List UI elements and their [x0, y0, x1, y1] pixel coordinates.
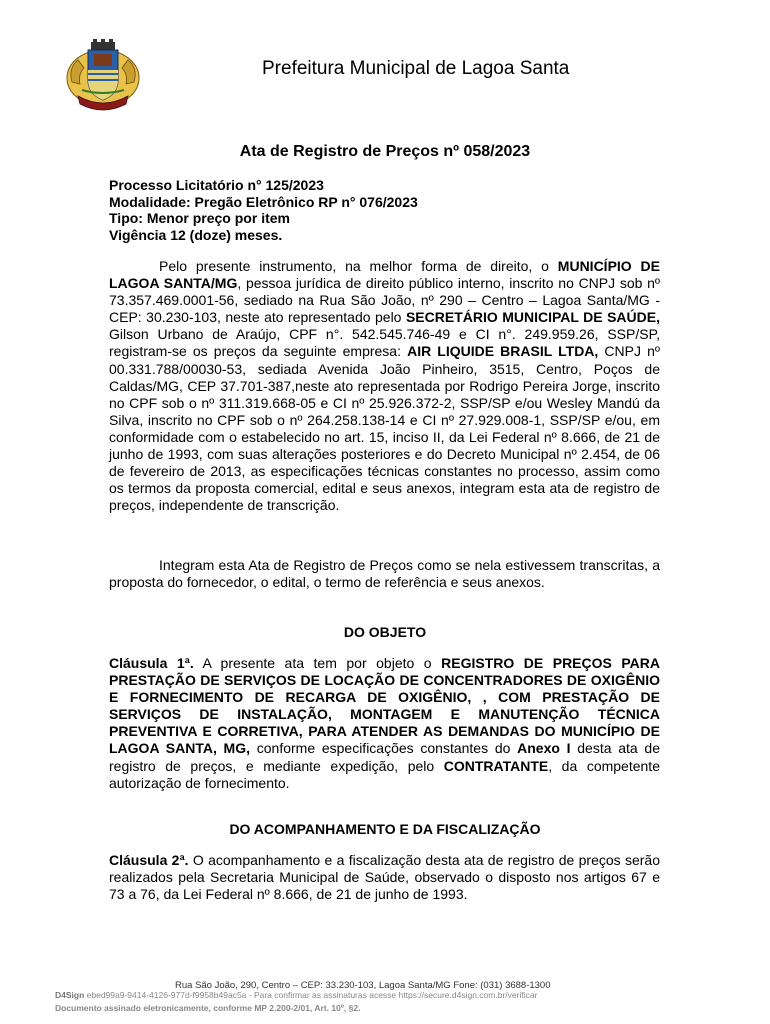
signature-verify-text: ebed99a9-9414-4126-977d-f9958b49ac5a - Para confirmar as assinaturas acesse https://secure.d4sign.com.br/verificar	[84, 990, 538, 1000]
municipal-crest-logo	[64, 38, 142, 112]
meta-validity: Vigência 12 (doze) meses.	[109, 226, 283, 243]
footer-address: Rua São João, 290, Centro – CEP: 33.230-103, Lagoa Santa/MG Fone: (031) 3688-1300	[175, 980, 551, 991]
section-heading-monitoring: DO ACOMPANHAMENTO E DA FISCALIZAÇÃO	[229, 821, 541, 837]
paragraph-preamble: Pelo presente instrumento, na melhor forma de direito, o MUNICÍPIO DE LAGOA SANTA/MG, pessoa jurídica de direito público interno, inscrito no CNPJ sob nº 73.357.469.0001-56, sediado na Rua São João, nº 290 – Centro – Lagoa Santa/MG - CEP: 30.230-103, neste ato representado pelo SECRETÁRIO MUNICIPAL DE SAÚDE, Gilson Urbano de Araújo, CPF n°. 542.545.746-49 e CI n°. 249.959.26, SSP/SP, registram-se os preços da seguinte empresa: AIR LIQUIDE BRASIL LTDA, CNPJ nº 00.331.788/00030-53, sediada Avenida João Pinheiro, 3515, Centro, Poços de Caldas/MG, CEP 37.701-387,neste ato representada por Rodrigo Pereira Jorge, inscrito no CPF sob o nº 311.319.668-05 e CI nº 25.926.372-2, SSP/SP e/ou Wesley Mandú da Silva, inscrito no CPF sob o nº 264.258.138-14 e CI nº 27.929.008-1, SSP/SP e/ou, em conformidade com o estabelecido no art. 15, inciso II, da Lei Federal nº 8.666, de 21 de junho de 1993, com suas alterações posteriores e do Decreto Municipal nº 2.454, de 06 de fevereiro de 2013, as especificações técnicas constantes no processo, assim como os termos da proposta comercial, edital e seus anexos, integram esta ata de registro de preços, independente de transcrição.	[109, 258, 661, 514]
meta-process: Processo Licitatório n° 125/2023	[109, 177, 324, 193]
document-meta	[109, 177, 418, 243]
header-title: Prefeitura Municipal de Lagoa Santa	[262, 58, 570, 79]
clause-1: Cláusula 1ª. A presente ata tem por objeto o REGISTRO DE PREÇOS PARA PRESTAÇÃO DE SERVIÇOS DE LOCAÇÃO DE CONCENTRADORES DE OXIGÊNIO E FORNECIMENTO DE RECARGA DE OXIGÊNIO, , COM PRESTAÇÃO DE SERVIÇOS DE INSTALAÇÃO, MONTAGEM E MANUTENÇÃO TÉCNICA PREVENTIVA E CORRETIVA, PARA ATENDER AS DEMANDAS DO MUNICÍPIO DE LAGOA SANTA, MG, conforme especificações constantes do Anexo I desta ata de registro de preços, e mediante expedição, pelo CONTRATANTE, da competente autorização de fornecimento.	[109, 655, 660, 791]
meta-type: Tipo: Menor preço por item	[109, 210, 290, 226]
meta-modality: Modalidade: Pregão Eletrônico RP n° 076/2023	[109, 193, 418, 210]
footer-signature-info	[55, 990, 537, 1000]
document-title: Ata de Registro de Preços nº 058/2023	[239, 143, 531, 160]
section-heading-object: DO OBJETO	[343, 624, 427, 640]
paragraph-integration: Integram esta Ata de Registro de Preços como se nela estivessem transcritas, a proposta do fornecedor, o edital, o termo de referência e seus anexos.	[109, 557, 660, 591]
clause-2: Cláusula 2ª. O acompanhamento e a fiscalização desta ata de registro de preços serão realizados pela Secretaria Municipal de Saúde, observado o disposto nos artigos 67 e 73 a 76, da Lei Federal nº 8.666, de 21 de junho de 1993.	[109, 852, 660, 903]
d4sign-brand: D4Sign	[55, 990, 85, 1000]
footer-legal-note: Documento assinado eletronicamente, conforme MP 2.200-2/01, Art. 10º, §2.	[55, 1003, 361, 1013]
